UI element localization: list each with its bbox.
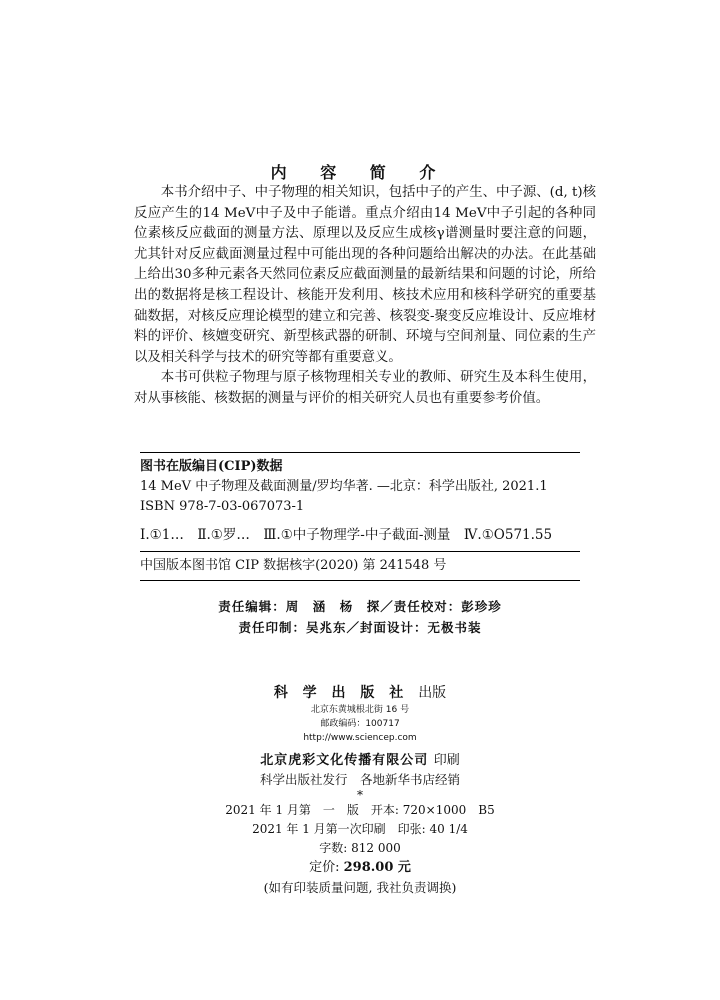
publisher-suffix: 出版 [418,685,447,701]
content-summary-title: 内 容 简 介 [270,163,450,182]
publisher-postcode: 邮政编码：100717 [320,719,400,729]
printer-suffix: 印刷 [433,753,460,768]
cip-heading: 图书在版编目(CIP)数据 [140,459,283,474]
quality-note: (如有印装质量问题, 我社负责调换) [263,880,457,895]
summary-paragraph-1: 本书介绍中子、中子物理的相关知识，包括中子的产生、中子源、(d, t)核反应产生的14 MeV中子及中子能谱。重点介绍由14 MeV中子引起的各种同位素核反应截面的测量方法、原理以及反应生成核γ谱测量时要注意的问题，尤其针对反应截面测量过程中可能出现的各种问题给出解决的办法。在此基础上给出30多种元素各天然同位素反应截面测量的最新结果和问题的讨论，所给出的数据将是核工程设计、核能开发利用、核技术应用和核科学研究的重要基础数据，对核反应理论模型的建立和完善、核裂变-聚变反应堆设计、反应堆材料的评价、核嬗变研究、新型核武器的研制、环境与空间剂量、同位素的生产以及相关科学与技术的研究等都有重要意义。 [134,185,596,365]
cip-classification: Ⅰ.①1… Ⅱ.①罗… Ⅲ.①中子物理学-中子截面-测量 Ⅳ.①O571.55 [140,525,580,552]
price-value: 298.00 元 [343,860,411,875]
cip-catalog-number: 中国版本图书馆 CIP 数据核字(2020) 第 241548 号 [140,558,447,573]
separator-star: * [357,788,363,802]
imprint-block [0,683,720,897]
distribution-line: 科学出版社发行 各地新华书店经销 [259,772,460,787]
printer-line [0,751,720,771]
word-count: 字数: 812 000 [319,841,401,855]
summary-paragraph-2: 本书可供粒子物理与原子核物理相关专业的教师、研究生及本科生使用，对从事核能、核数据的测量与评价的相关研究人员也有重要参考价值。 [134,370,596,406]
publisher-website: http://www.sciencep.com [303,733,417,743]
cip-book-line: 14 MeV 中子物理及截面测量/罗均华著. —北京：科学出版社, 2021.1 [140,479,548,494]
printer-name: 北京虎彩文化传播有限公司 [260,753,429,768]
staff-line-2: 责任印制：吴兆东／封面设计：无极书装 [238,620,482,635]
staff-line-1: 责任编辑：周 涵 杨 探／责任校对：彭珍珍 [218,599,502,614]
content-summary [134,183,596,410]
cip-isbn: ISBN 978-7-03-067073-1 [140,499,305,514]
edition-line: 2021 年 1 月第 一 版 开本: 720×1000 B5 [225,803,495,817]
publisher-name: 科 学 出 版 社 [273,685,409,701]
price-line [0,858,720,878]
cip-data-block [140,452,580,581]
price-label: 定价: [309,860,340,875]
printing-line: 2021 年 1 月第一次印刷 印张: 40 1/4 [252,822,468,836]
publisher-line [0,683,720,703]
publisher-address: 北京东黄城根北街 16 号 [310,705,410,715]
editorial-staff [0,596,720,638]
